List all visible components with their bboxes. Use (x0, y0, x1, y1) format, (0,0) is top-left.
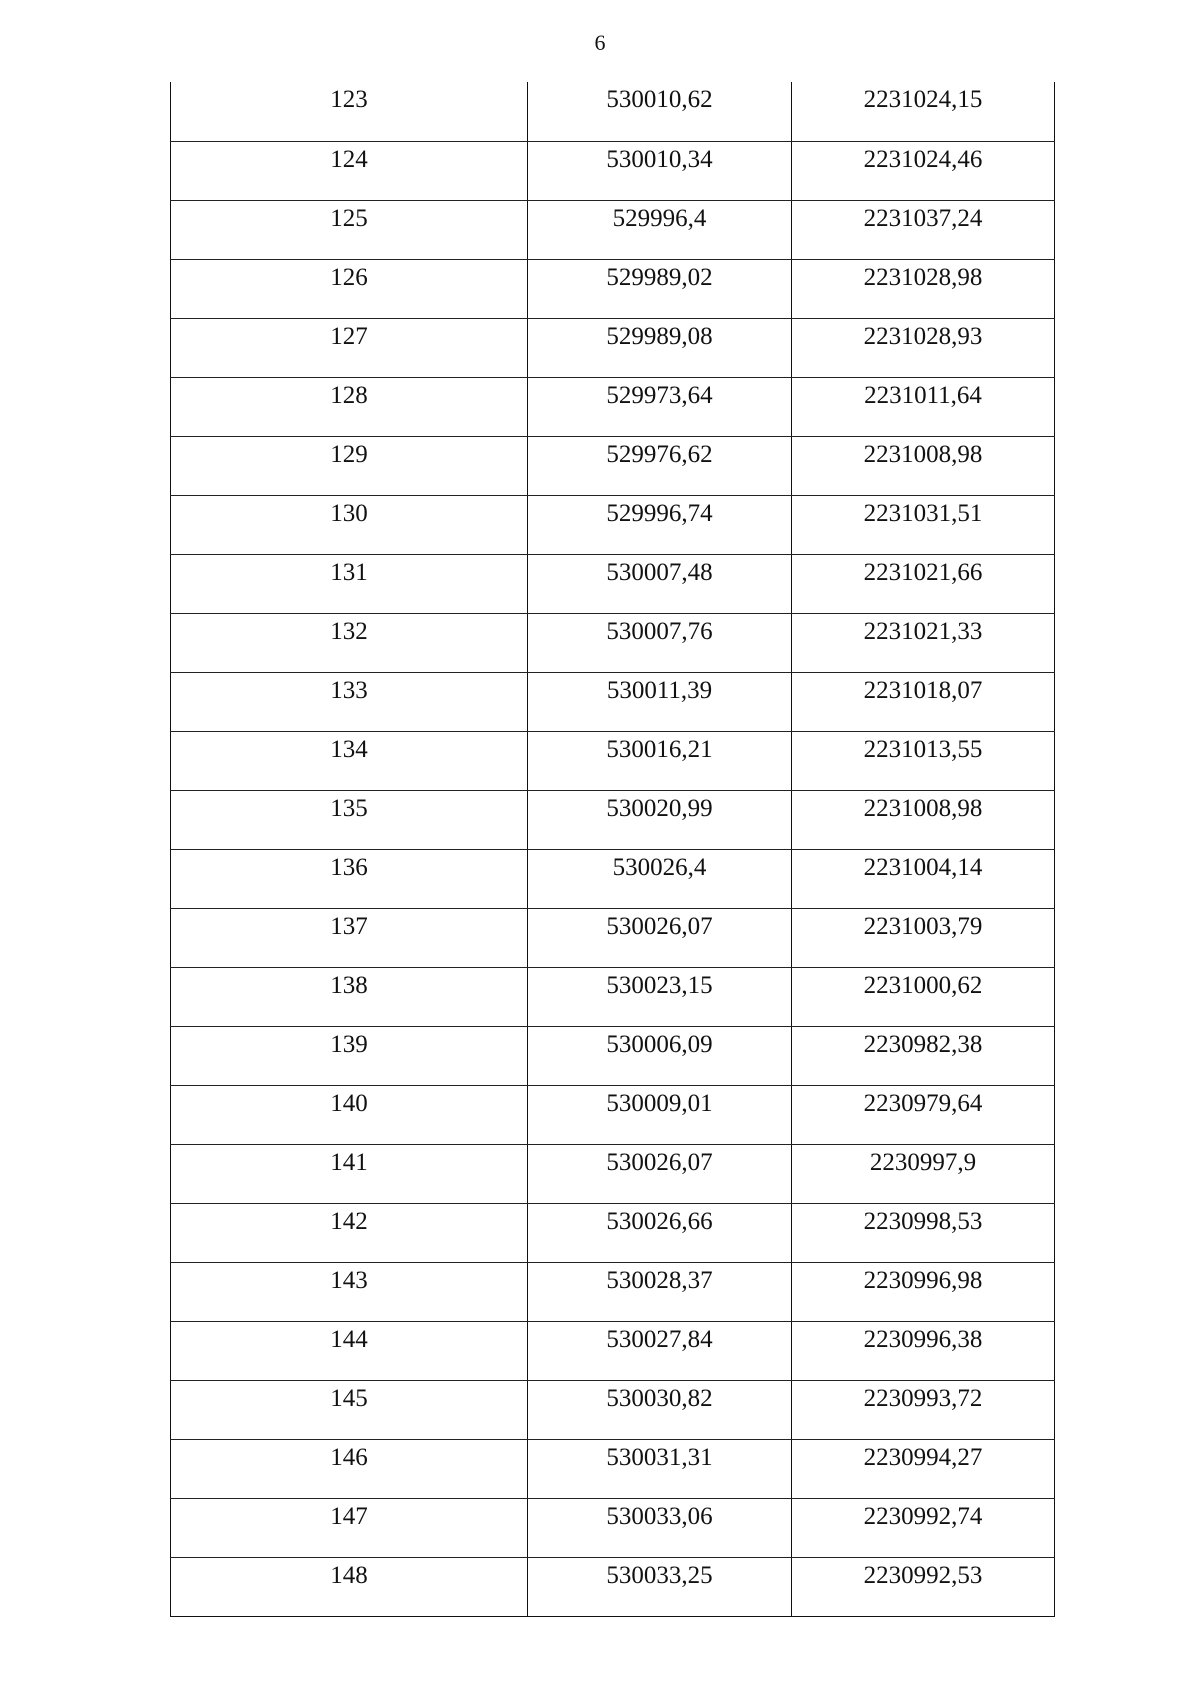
point-number-cell: 145 (171, 1380, 528, 1439)
y-coordinate-cell: 2231024,46 (792, 141, 1055, 200)
table-row (171, 1321, 1055, 1380)
x-coordinate-cell: 530009,01 (528, 1085, 792, 1144)
table-row (171, 141, 1055, 200)
x-coordinate-cell: 529973,64 (528, 377, 792, 436)
point-number-cell: 128 (171, 377, 528, 436)
table-row (171, 849, 1055, 908)
table-row (171, 1026, 1055, 1085)
y-coordinate-cell: 2230992,53 (792, 1557, 1055, 1616)
x-coordinate-cell: 529989,08 (528, 318, 792, 377)
y-coordinate-cell: 2231037,24 (792, 200, 1055, 259)
point-number-cell: 143 (171, 1262, 528, 1321)
table-row (171, 1262, 1055, 1321)
x-coordinate-cell: 530010,62 (528, 82, 792, 141)
table-row (171, 200, 1055, 259)
point-number-cell: 147 (171, 1498, 528, 1557)
x-coordinate-cell: 529996,74 (528, 495, 792, 554)
y-coordinate-cell: 2230996,98 (792, 1262, 1055, 1321)
y-coordinate-cell: 2231031,51 (792, 495, 1055, 554)
x-coordinate-cell: 530023,15 (528, 967, 792, 1026)
x-coordinate-cell: 530026,4 (528, 849, 792, 908)
table-row (171, 1203, 1055, 1262)
y-coordinate-cell: 2231011,64 (792, 377, 1055, 436)
coordinates-table (170, 82, 1055, 1617)
point-number-cell: 131 (171, 554, 528, 613)
table-row (171, 82, 1055, 141)
point-number-cell: 146 (171, 1439, 528, 1498)
table-row (171, 967, 1055, 1026)
y-coordinate-cell: 2231008,98 (792, 436, 1055, 495)
point-number-cell: 138 (171, 967, 528, 1026)
coordinates-table-body (171, 82, 1055, 1616)
table-row (171, 318, 1055, 377)
page-number: 6 (594, 30, 606, 55)
point-number-cell: 123 (171, 82, 528, 141)
point-number-cell: 142 (171, 1203, 528, 1262)
point-number-cell: 126 (171, 259, 528, 318)
y-coordinate-cell: 2230993,72 (792, 1380, 1055, 1439)
table-row (171, 1085, 1055, 1144)
x-coordinate-cell: 530010,34 (528, 141, 792, 200)
point-number-cell: 140 (171, 1085, 528, 1144)
point-number-cell: 124 (171, 141, 528, 200)
y-coordinate-cell: 2230996,38 (792, 1321, 1055, 1380)
x-coordinate-cell: 530026,07 (528, 1144, 792, 1203)
x-coordinate-cell: 530006,09 (528, 1026, 792, 1085)
y-coordinate-cell: 2230982,38 (792, 1026, 1055, 1085)
y-coordinate-cell: 2230979,64 (792, 1085, 1055, 1144)
table-row (171, 495, 1055, 554)
x-coordinate-cell: 529976,62 (528, 436, 792, 495)
y-coordinate-cell: 2231021,33 (792, 613, 1055, 672)
x-coordinate-cell: 530028,37 (528, 1262, 792, 1321)
x-coordinate-cell: 530030,82 (528, 1380, 792, 1439)
y-coordinate-cell: 2231000,62 (792, 967, 1055, 1026)
table-row (171, 613, 1055, 672)
table-row (171, 908, 1055, 967)
table-row (171, 1144, 1055, 1203)
x-coordinate-cell: 529996,4 (528, 200, 792, 259)
x-coordinate-cell: 529989,02 (528, 259, 792, 318)
y-coordinate-cell: 2231008,98 (792, 790, 1055, 849)
y-coordinate-cell: 2230997,9 (792, 1144, 1055, 1203)
y-coordinate-cell: 2230994,27 (792, 1439, 1055, 1498)
table-row (171, 377, 1055, 436)
y-coordinate-cell: 2230992,74 (792, 1498, 1055, 1557)
table-row (171, 436, 1055, 495)
y-coordinate-cell: 2231004,14 (792, 849, 1055, 908)
point-number-cell: 134 (171, 731, 528, 790)
table-row (171, 1498, 1055, 1557)
table-row (171, 554, 1055, 613)
point-number-cell: 130 (171, 495, 528, 554)
table-row (171, 731, 1055, 790)
y-coordinate-cell: 2231028,98 (792, 259, 1055, 318)
point-number-cell: 132 (171, 613, 528, 672)
point-number-cell: 148 (171, 1557, 528, 1616)
x-coordinate-cell: 530026,07 (528, 908, 792, 967)
y-coordinate-cell: 2231021,66 (792, 554, 1055, 613)
point-number-cell: 139 (171, 1026, 528, 1085)
table-row (171, 1557, 1055, 1616)
point-number-cell: 135 (171, 790, 528, 849)
point-number-cell: 144 (171, 1321, 528, 1380)
point-number-cell: 125 (171, 200, 528, 259)
x-coordinate-cell: 530007,48 (528, 554, 792, 613)
y-coordinate-cell: 2231003,79 (792, 908, 1055, 967)
table-row (171, 259, 1055, 318)
x-coordinate-cell: 530033,06 (528, 1498, 792, 1557)
table-row (171, 672, 1055, 731)
x-coordinate-cell: 530016,21 (528, 731, 792, 790)
y-coordinate-cell: 2231013,55 (792, 731, 1055, 790)
x-coordinate-cell: 530020,99 (528, 790, 792, 849)
point-number-cell: 133 (171, 672, 528, 731)
point-number-cell: 129 (171, 436, 528, 495)
point-number-cell: 127 (171, 318, 528, 377)
y-coordinate-cell: 2231024,15 (792, 82, 1055, 141)
x-coordinate-cell: 530027,84 (528, 1321, 792, 1380)
x-coordinate-cell: 530026,66 (528, 1203, 792, 1262)
x-coordinate-cell: 530011,39 (528, 672, 792, 731)
point-number-cell: 137 (171, 908, 528, 967)
table-row (171, 1439, 1055, 1498)
x-coordinate-cell: 530007,76 (528, 613, 792, 672)
y-coordinate-cell: 2231028,93 (792, 318, 1055, 377)
point-number-cell: 136 (171, 849, 528, 908)
table-row (171, 790, 1055, 849)
x-coordinate-cell: 530033,25 (528, 1557, 792, 1616)
y-coordinate-cell: 2231018,07 (792, 672, 1055, 731)
table-row (171, 1380, 1055, 1439)
point-number-cell: 141 (171, 1144, 528, 1203)
y-coordinate-cell: 2230998,53 (792, 1203, 1055, 1262)
x-coordinate-cell: 530031,31 (528, 1439, 792, 1498)
